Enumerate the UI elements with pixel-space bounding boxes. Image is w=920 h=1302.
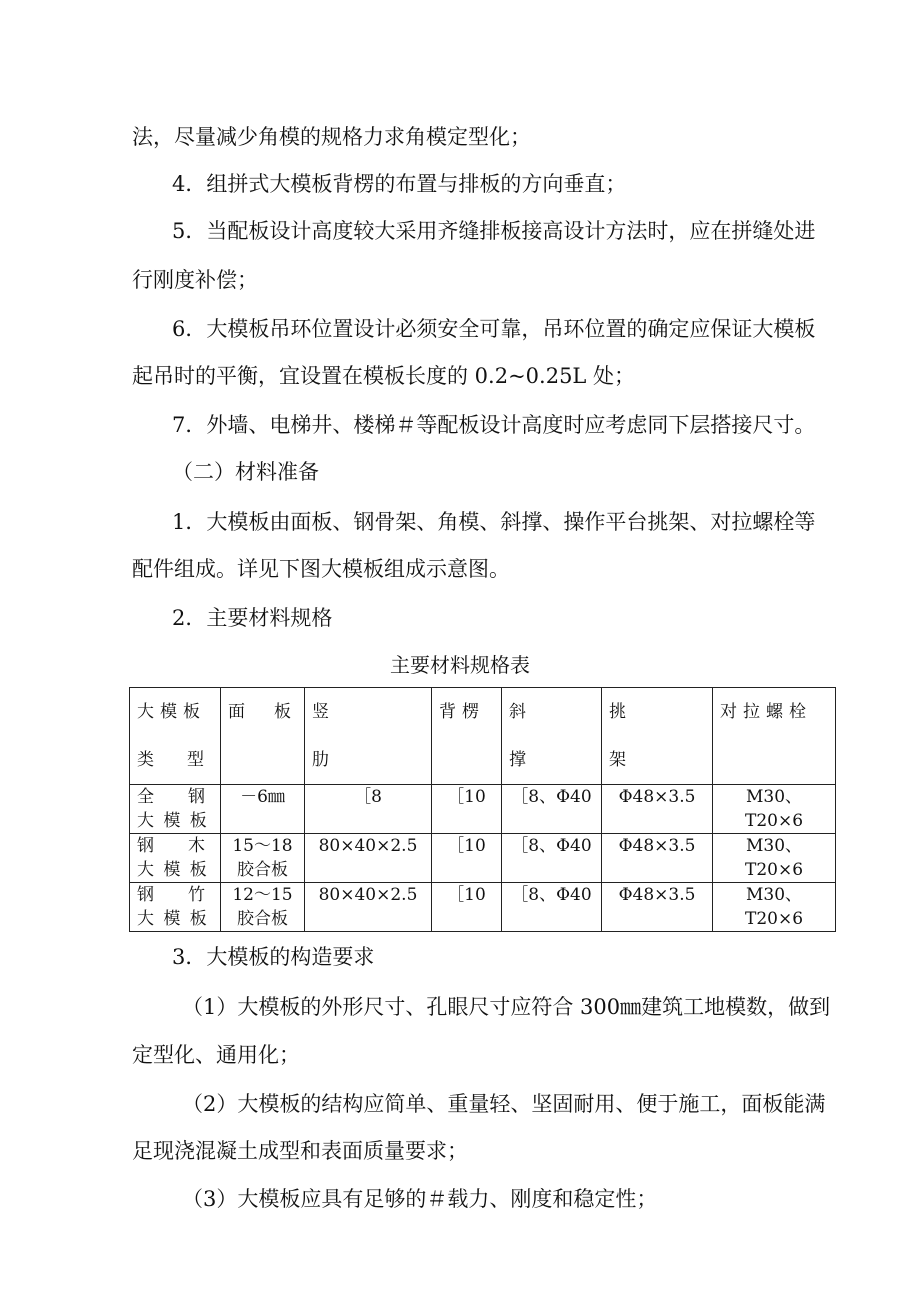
cell-panel-line1: 15～18 [232,836,293,856]
cell-type-line1: 钢 竹 [137,885,205,905]
cell-type-line1: 钢 木 [137,836,205,856]
paragraph-line: 行刚度补偿； [132,268,258,292]
cell-rib: ［8 [305,785,432,834]
header-type-line2: 类 型 [137,750,212,770]
cell-back: ［10 [432,834,502,883]
cell-type-line2: 大 模 板 [137,909,209,929]
header-back: 背楞 [432,688,502,785]
paragraph-line: 4．组拼式大模板背楞的布置与排板的方向垂直； [172,172,627,196]
table-caption: 主要材料规格表 [390,653,530,677]
header-frame: 挑 架 [602,688,713,785]
table-row [130,883,836,932]
cell-bolt: M30、T20×6 [713,883,836,932]
cell-brace: ［8、Φ40 [502,834,602,883]
header-type-line1: 大模板 [137,702,206,722]
header-type [130,688,221,785]
cell-back: ［10 [432,785,502,834]
paragraph-line: 配件组成。详见下图大模板组成示意图。 [132,557,510,581]
paragraph-line: 5．当配板设计高度较大采用齐缝排板接高设计方法时，应在拼缝处进 [172,219,816,243]
cell-rib: 80×40×2.5 [305,883,432,932]
section-heading: 3．大模板的构造要求 [172,945,375,969]
header-bolt: 对拉螺栓 [713,688,836,785]
cell-bolt: M30、T20×6 [713,834,836,883]
paragraph-line: 法，尽量减少角模的规格力求角模定型化； [132,125,531,149]
cell-type-line2: 大 模 板 [137,811,209,831]
cell-type-line2: 大 模 板 [137,860,209,880]
paragraph-line: 2．主要材料规格 [172,606,333,630]
cell-panel-line2: 胶合板 [237,909,288,929]
cell-type [130,785,221,834]
cell-type [130,834,221,883]
paragraph-line: 起吊时的平衡，宜设置在模板长度的 0.2~0.25L 处； [132,364,636,388]
paragraph-line: 定型化、通用化； [132,1043,300,1067]
paragraph-line: 6．大模板吊环位置设计必须安全可靠，吊环位置的确定应保证大模板 [172,317,816,341]
paragraph-line: （2）大模板的结构应简单、重量轻、坚固耐用、便于施工，面板能满 [182,1092,826,1116]
table-row [130,785,836,834]
cell-type [130,883,221,932]
table-header-row [130,688,836,785]
header-rib: 竖 肋 [305,688,432,785]
cell-frame: Φ48×3.5 [602,834,713,883]
cell-frame: Φ48×3.5 [602,883,713,932]
paragraph-line: 1．大模板由面板、钢骨架、角模、斜撑、操作平台挑架、对拉螺栓等 [172,510,816,534]
cell-panel-line2: 胶合板 [237,860,288,880]
header-brace: 斜 撑 [502,688,602,785]
cell-panel-line1: －6㎜ [240,787,285,807]
header-panel: 面 板 [221,688,305,785]
cell-brace: ［8、Φ40 [502,785,602,834]
paragraph-line: （3）大模板应具有足够的＃载力、刚度和稳定性； [182,1187,658,1211]
paragraph-line: 7．外墙、电梯井、楼梯＃等配板设计高度时应考虑同下层搭接尺寸。 [172,413,816,437]
paragraph-line: （1）大模板的外形尺寸、孔眼尺寸应符合 300㎜建筑工地模数，做到 [182,995,831,1019]
cell-back: ［10 [432,883,502,932]
cell-rib: 80×40×2.5 [305,834,432,883]
cell-panel-line1: 12～15 [232,885,293,905]
paragraph-line: 足现浇混凝土成型和表面质量要求； [132,1139,468,1163]
section-heading: （二）材料准备 [172,460,319,484]
cell-panel [221,883,305,932]
cell-panel [221,785,305,834]
table-row [130,834,836,883]
cell-brace: ［8、Φ40 [502,883,602,932]
cell-type-line1: 全 钢 [137,787,205,807]
cell-panel [221,834,305,883]
cell-frame: Φ48×3.5 [602,785,713,834]
cell-bolt: M30、T20×6 [713,785,836,834]
material-spec-table [129,687,836,932]
